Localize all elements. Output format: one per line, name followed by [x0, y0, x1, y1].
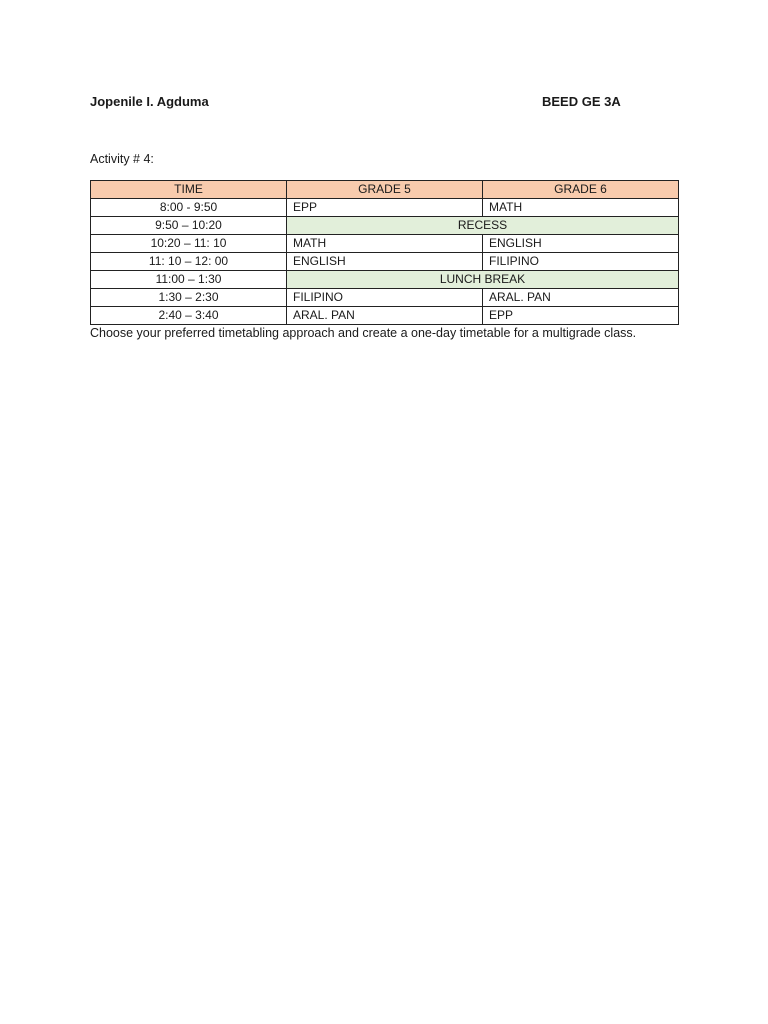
grade-5-subject-cell: ARAL. PAN [287, 307, 483, 325]
grade-5-subject-cell: MATH [287, 235, 483, 253]
grade-6-subject-cell: ENGLISH [483, 235, 679, 253]
table-row [91, 199, 679, 217]
table-row [91, 289, 679, 307]
student-name: Jopenile I. Agduma [90, 94, 209, 109]
column-header-grade-5: GRADE 5 [287, 181, 483, 199]
activity-label: Activity # 4: [90, 152, 154, 166]
lunch-break-cell: LUNCH BREAK [287, 271, 679, 289]
instruction-text: Choose your preferred timetabling approach and create a one-day timetable for a multigrade class. [90, 326, 637, 340]
table-row [91, 307, 679, 325]
timetable-header-row [91, 181, 679, 199]
timetable [90, 180, 679, 325]
time-cell: 8:00 - 9:50 [91, 199, 287, 217]
column-header-time: TIME [91, 181, 287, 199]
time-cell: 10:20 – 11: 10 [91, 235, 287, 253]
grade-6-subject-cell: FILIPINO [483, 253, 679, 271]
time-cell: 11:00 – 1:30 [91, 271, 287, 289]
grade-6-subject-cell: ARAL. PAN [483, 289, 679, 307]
time-cell: 11: 10 – 12: 00 [91, 253, 287, 271]
class-section: BEED GE 3A [542, 94, 621, 109]
recess-cell: RECESS [287, 217, 679, 235]
time-cell: 2:40 – 3:40 [91, 307, 287, 325]
time-cell: 9:50 – 10:20 [91, 217, 287, 235]
grade-6-subject-cell: MATH [483, 199, 679, 217]
table-row [91, 271, 679, 289]
table-row [91, 217, 679, 235]
table-row [91, 235, 679, 253]
grade-5-subject-cell: ENGLISH [287, 253, 483, 271]
grade-5-subject-cell: EPP [287, 199, 483, 217]
time-cell: 1:30 – 2:30 [91, 289, 287, 307]
table-row [91, 253, 679, 271]
grade-5-subject-cell: FILIPINO [287, 289, 483, 307]
column-header-grade-6: GRADE 6 [483, 181, 679, 199]
grade-6-subject-cell: EPP [483, 307, 679, 325]
